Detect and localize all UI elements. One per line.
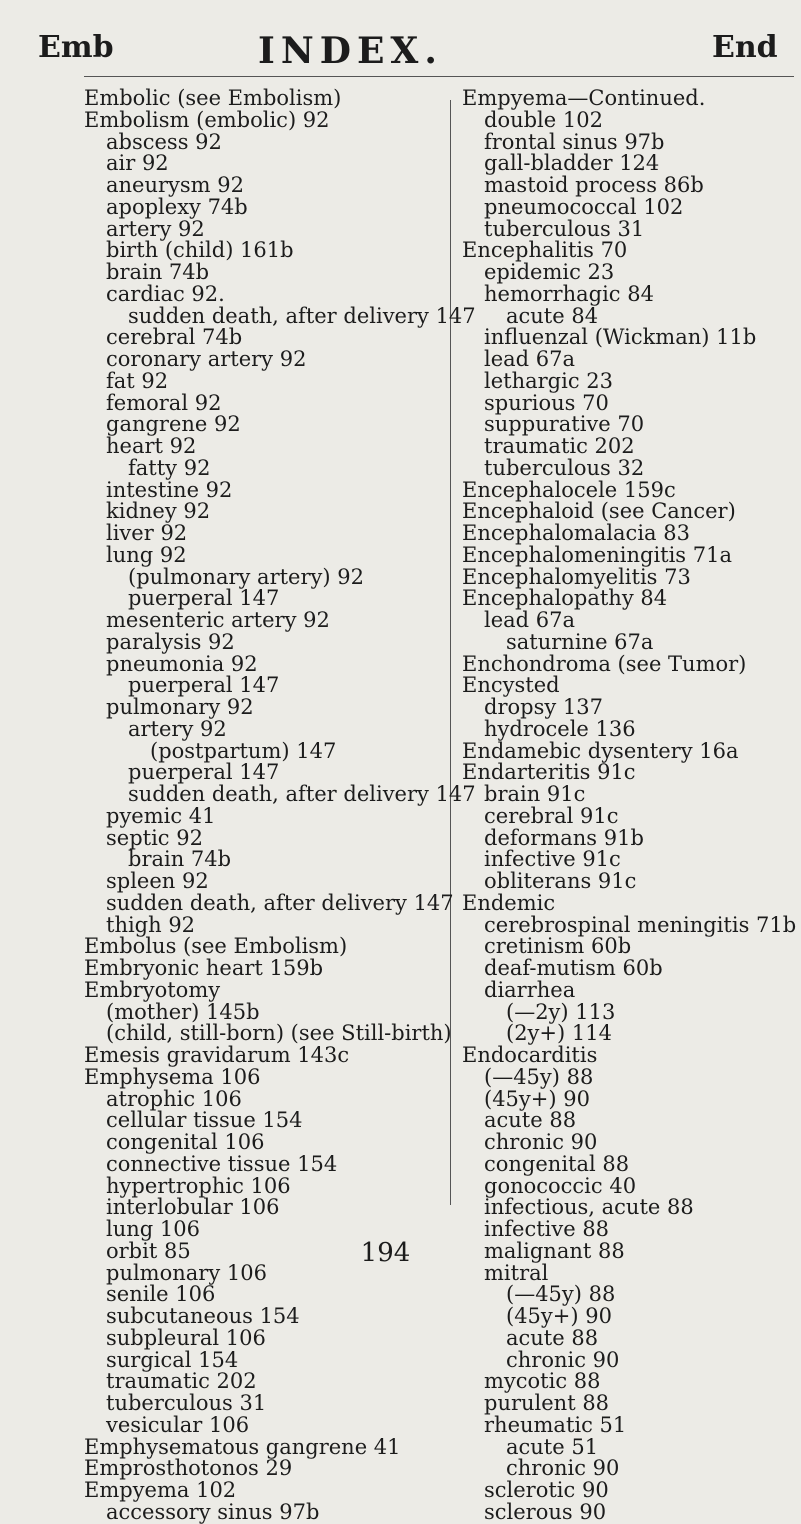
index-subentry: sclerotic 90 bbox=[484, 1478, 609, 1502]
index-subentry: cerebral 91c bbox=[484, 803, 619, 828]
index-subentry: lead 67a bbox=[484, 608, 576, 632]
index-column-left bbox=[84, 86, 476, 1524]
index-subentry: lung 106 bbox=[106, 1217, 200, 1241]
index-subentry: fatty 92 bbox=[128, 455, 211, 480]
index-subentry: brain 91c bbox=[484, 782, 586, 806]
index-subentry: artery 92 bbox=[128, 716, 227, 741]
index-entry: Endamebic dysentery 16a bbox=[462, 738, 739, 763]
index-subentry: pneumococcal 102 bbox=[484, 194, 684, 219]
index-entry: Emphysema 106 bbox=[84, 1064, 261, 1089]
index-subentry: air 92 bbox=[106, 151, 169, 176]
page-number: 194 bbox=[360, 1238, 411, 1268]
page-footer bbox=[0, 1238, 801, 1268]
index-subentry: sudden death, after delivery 147 bbox=[128, 303, 476, 328]
index-subentry: surgical 154 bbox=[106, 1347, 239, 1372]
index-entry: Embolus (see Embolism) bbox=[84, 934, 348, 959]
index-subentry: tuberculous 31 bbox=[106, 1391, 267, 1415]
index-subentry: tuberculous 31 bbox=[484, 216, 645, 241]
index-subentry: deaf-mutism 60b bbox=[484, 956, 663, 980]
index-subentry: acute 84 bbox=[506, 303, 599, 328]
index-entry: Embryotomy bbox=[84, 977, 221, 1002]
index-subentry: sclerous 90 bbox=[484, 1499, 607, 1524]
index-subentry: brain 74b bbox=[128, 847, 232, 872]
index-entry: Encephalomyelitis 73 bbox=[462, 564, 691, 589]
index-subentry: cardiac 92. bbox=[106, 281, 225, 306]
index-subentry: chronic 90 bbox=[484, 1130, 598, 1154]
index-entry: Embryonic heart 159b bbox=[84, 956, 324, 980]
index-subentry: brain 74b bbox=[106, 260, 210, 284]
index-subentry: (45y+) 90 bbox=[484, 1086, 590, 1111]
index-subentry: subcutaneous 154 bbox=[106, 1304, 300, 1328]
index-subentry: acute 51 bbox=[506, 1434, 599, 1459]
index-subentry: gangrene 92 bbox=[106, 412, 241, 437]
index-entry: Encephalocele 159c bbox=[462, 477, 676, 502]
index-column-right bbox=[462, 88, 797, 1524]
index-subentry: apoplexy 74b bbox=[106, 194, 248, 219]
index-entry: Embolic (see Embolism) bbox=[84, 86, 342, 110]
index-subentry: (mother) 145b bbox=[106, 999, 260, 1024]
index-subentry: puerperal 147 bbox=[128, 673, 280, 698]
index-entry: Encysted bbox=[462, 673, 560, 698]
index-subentry: subpleural 106 bbox=[106, 1325, 266, 1350]
index-subentry: acute 88 bbox=[506, 1325, 599, 1350]
index-subentry: double 102 bbox=[484, 107, 603, 132]
index-subentry: mastoid process 86b bbox=[484, 173, 704, 197]
index-subentry: birth (child) 161b bbox=[106, 238, 294, 263]
index-entry: Embolism (embolic) 92 bbox=[84, 107, 330, 132]
index-subentry: influenzal (Wickman) 11b bbox=[484, 325, 757, 350]
index-subentry: purulent 88 bbox=[484, 1391, 610, 1415]
index-entry: Emprosthotonos 29 bbox=[84, 1456, 293, 1481]
index-subentry: rheumatic 51 bbox=[484, 1412, 627, 1437]
index-entry: Encephalitis 70 bbox=[462, 238, 628, 263]
header-first-word: Emb bbox=[38, 30, 114, 65]
index-subentry: (—45y) 88 bbox=[506, 1282, 616, 1307]
index-subentry: fat 92 bbox=[106, 368, 169, 393]
index-entry: Enchondroma (see Tumor) bbox=[462, 651, 747, 676]
index-subentry: chronic 90 bbox=[506, 1347, 620, 1372]
index-subentry: mitral bbox=[484, 1260, 549, 1285]
header-last-word: End bbox=[712, 30, 778, 65]
index-subentry: paralysis 92 bbox=[106, 629, 235, 654]
index-subentry: accessory sinus 97b bbox=[106, 1499, 320, 1524]
index-subentry: lung 92 bbox=[106, 542, 187, 567]
index-subentry: puerperal 147 bbox=[128, 760, 280, 785]
index-entry: Encephalomalacia 83 bbox=[462, 521, 690, 545]
index-subentry: cerebrospinal meningitis 71b bbox=[484, 912, 797, 937]
index-subentry: puerperal 147 bbox=[128, 586, 280, 611]
index-subentry: hydrocele 136 bbox=[484, 716, 636, 741]
index-subentry: (—45y) 88 bbox=[484, 1064, 594, 1089]
index-subentry: interlobular 106 bbox=[106, 1195, 280, 1220]
index-subentry: intestine 92 bbox=[106, 477, 233, 502]
index-subentry: gall-bladder 124 bbox=[484, 151, 660, 176]
index-subentry: coronary artery 92 bbox=[106, 347, 307, 371]
index-subentry: aneurysm 92 bbox=[106, 173, 244, 197]
index-subentry: diarrhea bbox=[484, 977, 576, 1002]
index-subentry: infective 91c bbox=[484, 847, 621, 872]
index-subentry: congenital 88 bbox=[484, 1151, 630, 1176]
index-entry: Endemic bbox=[462, 890, 556, 915]
index-subentry: infectious, acute 88 bbox=[484, 1195, 694, 1220]
index-subentry: (postpartum) 147 bbox=[150, 738, 337, 763]
index-subentry: pulmonary 106 bbox=[106, 1260, 267, 1285]
index-subentry: obliterans 91c bbox=[484, 869, 637, 893]
index-subentry: gonococcic 40 bbox=[484, 1173, 637, 1198]
index-subentry: hemorrhagic 84 bbox=[484, 281, 654, 306]
index-subentry: pneumonia 92 bbox=[106, 651, 258, 676]
index-subentry: chronic 90 bbox=[506, 1456, 620, 1481]
index-subentry: acute 88 bbox=[484, 1108, 577, 1133]
index-subentry: frontal sinus 97b bbox=[484, 129, 665, 154]
header-rule bbox=[84, 76, 794, 77]
index-subentry: deformans 91b bbox=[484, 825, 644, 850]
index-entry: Encephalomeningitis 71a bbox=[462, 542, 733, 567]
index-subentry: heart 92 bbox=[106, 434, 197, 458]
index-entry: Encephalopathy 84 bbox=[462, 586, 668, 611]
index-entry: Encephaloid (see Cancer) bbox=[462, 499, 736, 524]
index-entry: Empyema 102 bbox=[84, 1478, 237, 1502]
index-subentry: mesenteric artery 92 bbox=[106, 608, 330, 632]
index-subentry: atrophic 106 bbox=[106, 1086, 242, 1111]
index-subentry: senile 106 bbox=[106, 1282, 216, 1307]
index-subentry: congenital 106 bbox=[106, 1130, 265, 1154]
index-subentry: artery 92 bbox=[106, 216, 205, 241]
index-subentry: liver 92 bbox=[106, 521, 188, 545]
index-subentry: (2y+) 114 bbox=[506, 1021, 612, 1046]
page-header bbox=[0, 30, 801, 70]
index-subentry: (—2y) 113 bbox=[506, 999, 616, 1024]
index-subentry: cerebral 74b bbox=[106, 325, 243, 350]
index-subentry: septic 92 bbox=[106, 825, 203, 850]
index-subentry: saturnine 67a bbox=[506, 629, 654, 654]
header-title: INDEX. bbox=[258, 30, 443, 72]
index-subentry: connective tissue 154 bbox=[106, 1151, 338, 1176]
index-subentry: pyemic 41 bbox=[106, 803, 216, 828]
index-subentry: femoral 92 bbox=[106, 390, 222, 415]
index-subentry: (pulmonary artery) 92 bbox=[128, 564, 364, 589]
index-subentry: vesicular 106 bbox=[106, 1412, 250, 1437]
index-subentry: spurious 70 bbox=[484, 390, 609, 415]
index-subentry: kidney 92 bbox=[106, 499, 211, 524]
index-subentry: hypertrophic 106 bbox=[106, 1173, 291, 1198]
index-subentry: cretinism 60b bbox=[484, 934, 632, 959]
index-subentry: cellular tissue 154 bbox=[106, 1108, 303, 1133]
index-entry: Endocarditis bbox=[462, 1043, 598, 1067]
index-subentry: sudden death, after delivery 147 bbox=[128, 782, 476, 806]
index-entry: Emesis gravidarum 143c bbox=[84, 1043, 350, 1067]
index-subentry: suppurative 70 bbox=[484, 412, 645, 437]
index-subentry: epidemic 23 bbox=[484, 260, 615, 284]
index-subentry: orbit 85 bbox=[106, 1238, 191, 1263]
index-subentry: lethargic 23 bbox=[484, 368, 613, 393]
index-subentry: lead 67a bbox=[484, 347, 576, 371]
index-subentry: dropsy 137 bbox=[484, 695, 603, 719]
index-subentry: malignant 88 bbox=[484, 1238, 625, 1263]
index-subentry: tuberculous 32 bbox=[484, 455, 645, 480]
index-subentry: spleen 92 bbox=[106, 869, 209, 893]
index-subentry: (child, still-born) (see Still-birth) bbox=[106, 1021, 452, 1046]
index-subentry: traumatic 202 bbox=[484, 434, 635, 458]
index-subentry: mycotic 88 bbox=[484, 1369, 601, 1394]
index-entry: Endarteritis 91c bbox=[462, 760, 636, 785]
index-subentry: pulmonary 92 bbox=[106, 695, 254, 719]
index-subentry: thigh 92 bbox=[106, 912, 196, 937]
index-subentry: abscess 92 bbox=[106, 129, 222, 154]
index-subentry: sudden death, after delivery 147 bbox=[106, 890, 454, 915]
index-entry: Empyema—Continued. bbox=[462, 86, 706, 110]
index-entry: Emphysematous gangrene 41 bbox=[84, 1434, 401, 1459]
index-subentry: infective 88 bbox=[484, 1217, 610, 1241]
index-subentry: traumatic 202 bbox=[106, 1369, 257, 1394]
index-subentry: (45y+) 90 bbox=[506, 1304, 612, 1328]
